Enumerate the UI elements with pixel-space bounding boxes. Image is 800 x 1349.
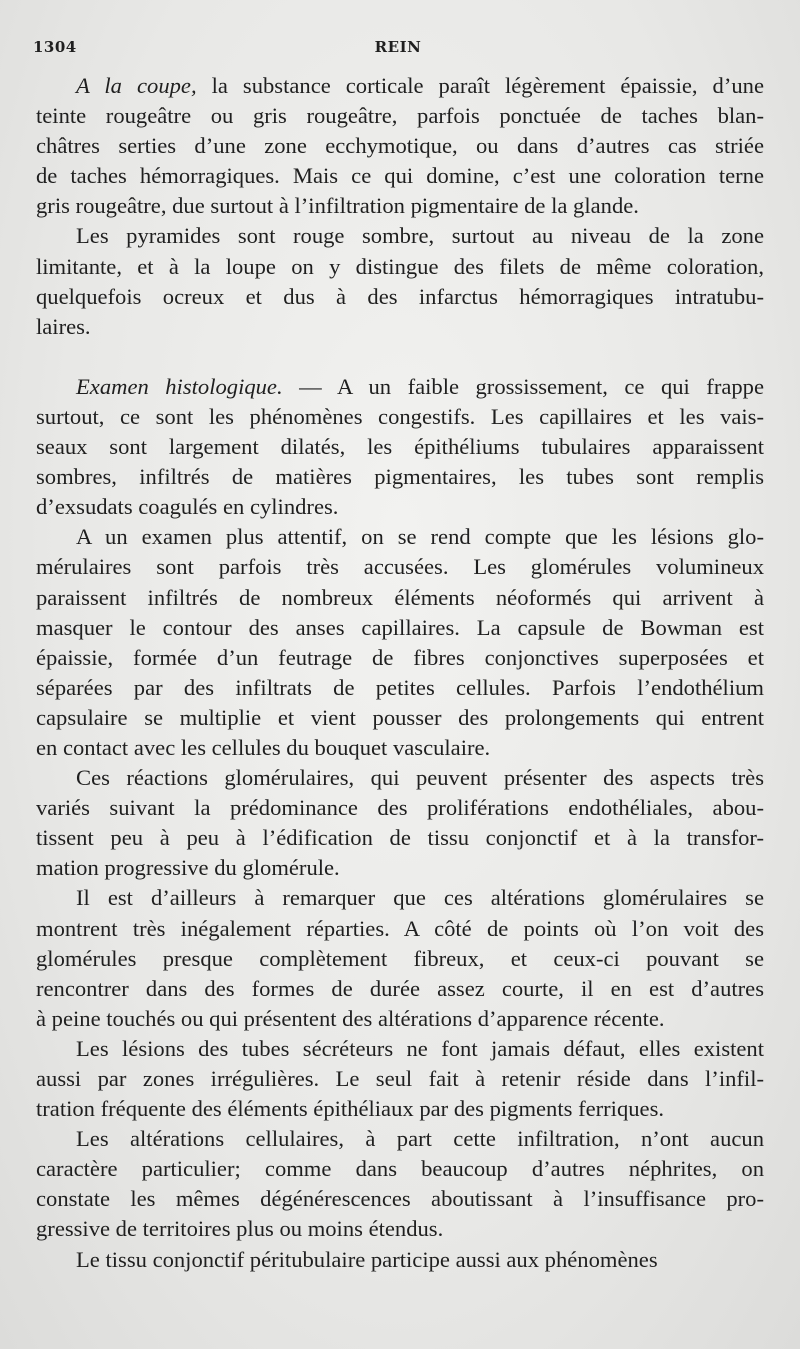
italic-heading: A la coupe, [76, 73, 197, 98]
line-text: séparées par des infiltrats de petites cellules. Parfois l’endothélium [36, 674, 764, 700]
italic-heading: Examen histologique. [76, 373, 283, 399]
text-line [36, 823, 764, 853]
line-text: A un examen plus attentif, on se rend compte que les lésions glo- [76, 524, 764, 550]
paragraph [36, 522, 764, 763]
text-line [36, 1245, 764, 1275]
line-text: gressive de territoires plus ou moins étendus. [36, 1216, 444, 1242]
paragraph [36, 71, 764, 221]
text-line [36, 914, 764, 944]
line-text: la substance corticale paraît légèrement épaissie, d’une [196, 73, 764, 98]
section-gap [36, 342, 764, 372]
page-number: 1304 [33, 38, 77, 56]
line-text: montrent très inégalement réparties. A côté de points où l’on voit des [36, 915, 764, 941]
text-line [36, 853, 764, 883]
text-line [36, 733, 764, 763]
line-text: laires. [36, 313, 91, 339]
text-line [36, 492, 764, 522]
line-text: d’exsudats coagulés en cylindres. [36, 494, 339, 520]
line-text: Ces réactions glomérulaires, qui peuvent présenter des aspects très [76, 765, 764, 791]
line-text: tration fréquente des éléments épithéliaux par des pigments ferriques. [36, 1096, 665, 1122]
text-line [36, 432, 764, 462]
line-text: glomérules presque complètement fibreux, et ceux-ci pouvant se [36, 945, 764, 971]
text-line [36, 944, 764, 974]
line-text: variés suivant la prédominance des proliférations endothéliales, abou- [36, 795, 764, 821]
text-line [36, 1184, 764, 1214]
paragraph [36, 221, 764, 341]
text-line [36, 191, 764, 221]
text-line [36, 763, 764, 793]
line-text: à peine touchés ou qui présentent des altérations d’apparence récente. [36, 1005, 665, 1031]
text-line [36, 1064, 764, 1094]
paragraph [36, 372, 764, 522]
line-text: capsulaire se multiplie et vient pousser des prolongements qui entrent [36, 704, 764, 730]
text-line [36, 1004, 764, 1034]
line-text: châtres serties d’une zone ecchymotique, ou dans d’autres cas striée [36, 133, 764, 159]
body-text [36, 71, 764, 1275]
text-line [36, 613, 764, 643]
line-text: quelquefois ocreux et dus à des infarctus hémorragiques intratubu- [36, 283, 764, 309]
text-line [36, 161, 764, 191]
line-text: teinte rougeâtre ou gris rougeâtre, parfois ponctuée de taches blan- [36, 103, 764, 129]
line-text: seaux sont largement dilatés, les épithéliums tubulaires apparaissent [36, 434, 764, 460]
line-text: mation progressive du glomérule. [36, 855, 340, 881]
line-text: paraissent infiltrés de nombreux éléments néoformés qui arrivent à [36, 584, 764, 610]
text-line [36, 131, 764, 161]
text-line [36, 1214, 764, 1244]
text-line [36, 402, 764, 432]
line-text: caractère particulier; comme dans beaucoup d’autres néphrites, on [36, 1156, 764, 1182]
running-head [33, 38, 763, 60]
text-line [36, 673, 764, 703]
line-text: Les pyramides sont rouge sombre, surtout au niveau de la zone [76, 223, 764, 249]
paragraph [36, 883, 764, 1033]
line-text: en contact avec les cellules du bouquet vasculaire. [36, 734, 491, 760]
line-text: épaissie, formée d’un feutrage de fibres conjonctives superposées et [36, 644, 764, 670]
line-text: limitante, et à la loupe on y distingue des filets de même coloration, [36, 253, 764, 279]
line-text: aussi par zones irrégulières. Le seul fait à retenir réside dans l’infil- [36, 1066, 764, 1091]
text-line [36, 552, 764, 582]
line-text: Il est d’ailleurs à remarquer que ces altérations glomérulaires se [76, 885, 764, 911]
text-line [36, 372, 764, 402]
text-line [36, 974, 764, 1004]
line-text: Les altérations cellulaires, à part cette infiltration, n’ont aucun [76, 1126, 764, 1152]
line-text: rencontrer dans des formes de durée assez courte, il en est d’autres [36, 975, 764, 1001]
text-line [36, 252, 764, 282]
line-text: mérulaires sont parfois très accusées. Les glomérules volumineux [36, 554, 764, 580]
line-text: sombres, infiltrés de matières pigmentaires, les tubes sont remplis [36, 464, 764, 490]
running-title: REIN [374, 38, 422, 56]
line-text: tissent peu à peu à l’édification de tissu conjonctif et à la transfor- [36, 825, 764, 851]
paragraph [36, 763, 764, 883]
line-text: gris rougeâtre, due surtout à l’infiltration pigmentaire de la glande. [36, 193, 639, 219]
text-line [36, 1034, 764, 1064]
paragraph [36, 1034, 764, 1124]
text-line [36, 522, 764, 552]
text-line [36, 1124, 764, 1154]
text-line [36, 312, 764, 342]
text-line [36, 462, 764, 492]
text-line [36, 793, 764, 823]
text-line [36, 583, 764, 613]
text-line [36, 101, 764, 131]
line-text: — A un faible grossissement, ce qui frappe [282, 373, 764, 399]
line-text: de taches hémorragiques. Mais ce qui domine, c’est une coloration terne [36, 163, 764, 189]
paragraph [36, 1124, 764, 1244]
line-text: Le tissu conjonctif péritubulaire participe aussi aux phénomènes [76, 1246, 658, 1272]
text-line [36, 703, 764, 733]
text-line [36, 282, 764, 312]
text-line [36, 1154, 764, 1184]
text-line [36, 221, 764, 251]
line-text: masquer le contour des anses capillaires. La capsule de Bowman est [36, 614, 764, 640]
text-line [36, 1094, 764, 1124]
line-text: Les lésions des tubes sécréteurs ne font jamais défaut, elles existent [76, 1035, 764, 1061]
text-line [36, 883, 764, 913]
paragraph [36, 1245, 764, 1275]
text-line [36, 643, 764, 673]
line-text: constate les mêmes dégénérescences aboutissant à l’insuffisance pro- [36, 1186, 764, 1212]
text-line [36, 71, 764, 101]
line-text: surtout, ce sont les phénomènes congestifs. Les capillaires et les vais- [36, 403, 764, 429]
